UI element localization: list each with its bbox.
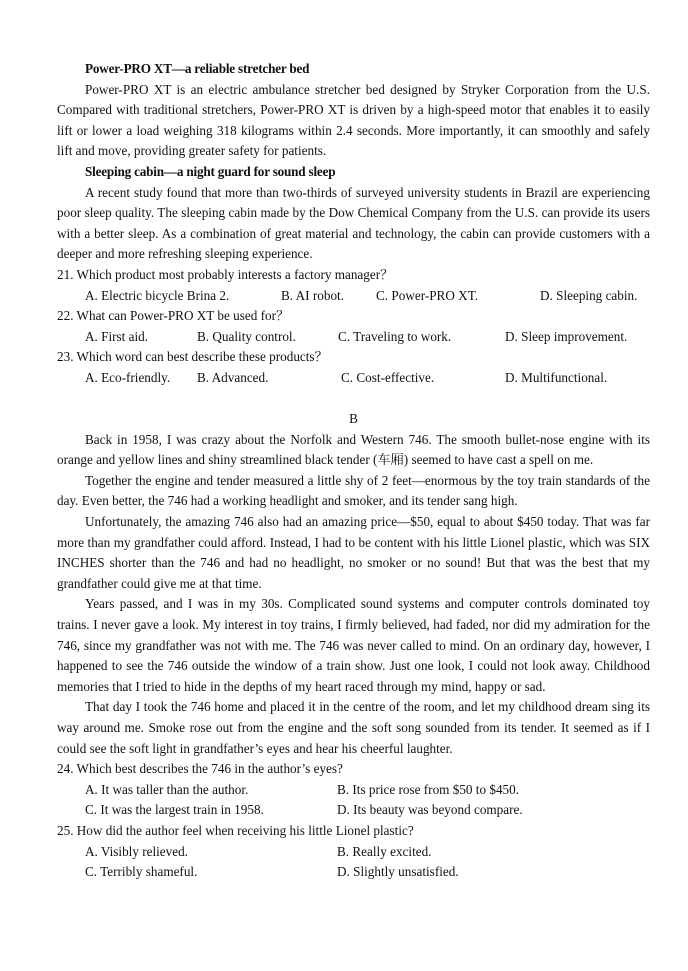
option-c: C. Terribly shameful. [85, 864, 198, 880]
option-a: A. It was taller than the author. [85, 781, 249, 797]
question-23-stem: 23. Which word can best describe these products？ [57, 349, 328, 365]
item1-body: Power-PRO XT is an electric ambulance stretcher bed designed by Stryker Corporation from the U.S. Compared with traditional stretchers, Power-PRO XT is driven by a high-speed motor that enables it to easily lift or lower a load weighing 318 kilograms within 2.4 seconds. More importantly, it can smoothly and safely lift and move, providing greater safety for patients. [57, 81, 650, 159]
option-d: D. Multifunctional. [505, 369, 608, 385]
option-d: D. Sleep improvement. [505, 328, 628, 344]
passage-paragraph: Years passed, and I was in my 30s. Complicated sound systems and computer controls dominated toy trains. I never gave a look. My interest in toy trains, I firmly believed, had faded, nor did my admiration for the 746, since my grandfather was not with me. The 746 was never called to mind. On an ordinary day, however, I happened to see the 746 outside the window of a train show. Just one look, I could not look away. Childhood memories that I tried to hide in the depths of my heart raced through my mind, happy or sad. [57, 596, 650, 694]
option-b: B. AI robot. [281, 287, 345, 303]
option-a: A. Eco-friendly. [85, 369, 171, 385]
option-b: B. Quality control. [197, 328, 296, 344]
question-24-options-row1 [57, 780, 650, 801]
question-24-options-row2 [57, 800, 650, 821]
option-d: D. Slightly unsatisfied. [337, 864, 459, 880]
exam-page [57, 59, 650, 883]
passage-paragraph: Unfortunately, the amazing 746 also had an amazing price—$50, equal to about $450 today. That was far more than my grandfather could afford. Instead, I had to be content with his little Lionel plastic, which was SIX INCHES shorter than the 746 and had no headlight, no smoker or no sound! But that was the best that my grandfather could give me at that time. [57, 514, 650, 591]
question-23-options [57, 368, 650, 389]
option-c: C. It was the largest train in 1958. [85, 802, 264, 818]
question-24-stem: 24. Which best describes the 746 in the author’s eyes? [57, 761, 343, 777]
option-a: A. Visibly relieved. [85, 843, 188, 859]
option-d: D. Its beauty was beyond compare. [337, 802, 523, 818]
item2-title: Sleeping cabin—a night guard for sound sleep [85, 163, 336, 179]
option-b: B. Advanced. [197, 369, 269, 385]
spacer [57, 389, 650, 410]
item2-body: A recent study found that more than two-thirds of surveyed university students in Brazil are experiencing poor sleep quality. The sleeping cabin made by the Dow Chemical Company from the U.S. can provide its users with a better sleep. As a combination of great material and technology, the cabin can provide customers with a deeper and more refreshing sleeping experience. [57, 184, 650, 262]
option-b: B. Its price rose from $50 to $450. [337, 781, 520, 797]
question-22-stem: 22. What can Power-PRO XT be used for？ [57, 308, 290, 324]
question-21-stem: 21. Which product most probably interests a factory manager？ [57, 266, 394, 282]
option-b: B. Really excited. [337, 843, 432, 859]
option-d: D. Sleeping cabin. [540, 287, 638, 303]
passage-paragraph: That day I took the 746 home and placed it in the centre of the room, and let my childhood dream sing its way around me. Smoke rose out from the engine and the soft song sounded from its tender. It seemed as if I could see the soft light in grandfather’s eyes and hear his cheerful laughter. [57, 699, 650, 756]
question-25-stem: 25. How did the author feel when receiving his little Lionel plastic? [57, 822, 414, 838]
option-a: A. Electric bicycle Brina 2. [85, 287, 230, 303]
question-22-options [57, 327, 650, 348]
question-25-options-row2 [57, 862, 650, 883]
option-c: C. Power-PRO XT. [376, 287, 479, 303]
item1-title: Power-PRO XT—a reliable stretcher bed [85, 61, 310, 76]
passage-paragraph: Back in 1958, I was crazy about the Norfolk and Western 746. The smooth bullet-nose engine with its orange and yellow lines and shiny streamlined black tender (车厢) seemed to have cast a spell on me. [57, 431, 650, 468]
option-c: C. Traveling to work. [338, 328, 452, 344]
section-b-label: B [349, 411, 358, 427]
option-a: A. First aid. [85, 328, 149, 344]
option-c: C. Cost-effective. [341, 369, 435, 385]
question-21-options [57, 286, 650, 307]
question-25-options-row1 [57, 842, 650, 863]
passage-paragraph: Together the engine and tender measured a little shy of 2 feet—enormous by the toy train standards of the day. Even better, the 746 had a working headlight and smoker, and its tender sang high. [57, 472, 650, 509]
